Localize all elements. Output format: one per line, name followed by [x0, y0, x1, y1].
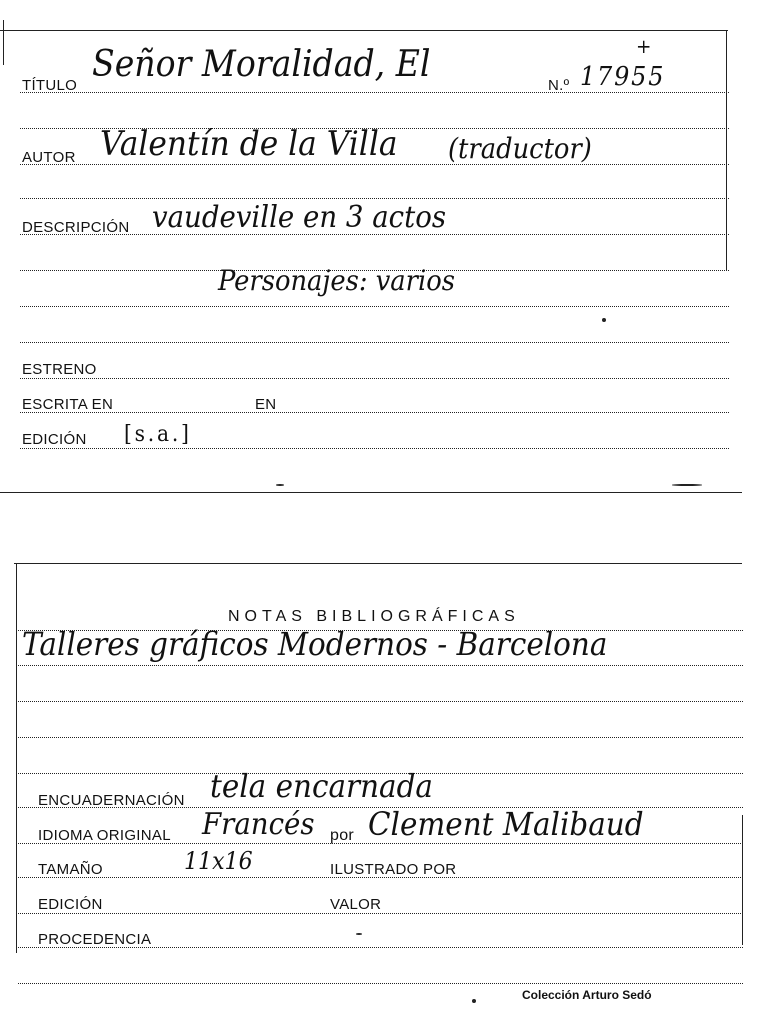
- encuadernacion-value: tela encarnada: [210, 767, 433, 805]
- ilustrado-por-label: ILUSTRADO POR: [330, 861, 457, 878]
- encuadernacion-label: ENCUADERNACIÓN: [38, 792, 185, 809]
- ink-speck: [602, 318, 606, 322]
- descripcion-value: vaudeville en 3 actos: [152, 200, 447, 235]
- tamano-label: TAMAÑO: [38, 861, 103, 878]
- edicion-label: EDICIÓN: [22, 431, 87, 448]
- procedencia-label: PROCEDENCIA: [38, 931, 152, 948]
- idioma-original-label: IDIOMA ORIGINAL: [38, 827, 171, 844]
- valor-label: VALOR: [330, 896, 382, 913]
- titulo-label: TÍTULO: [22, 77, 78, 94]
- rule-notas-2: [18, 665, 743, 666]
- traductor-original-value: Clement Malibaud: [368, 805, 644, 843]
- top-card-bottom-border: [0, 492, 742, 493]
- top-catalog-card: [0, 0, 759, 495]
- ink-speck: [276, 484, 284, 486]
- edicion-value: [s.a.]: [124, 422, 192, 447]
- por-label: por: [330, 827, 355, 844]
- autor-note: (traductor): [448, 132, 592, 165]
- escrita-en-label: ESCRITA EN: [22, 396, 114, 413]
- ink-speck: [672, 484, 702, 486]
- autor-value: Valentín de la Villa: [100, 124, 398, 164]
- numero-label: N.º: [548, 77, 570, 94]
- notas-heading: NOTAS BIBLIOGRÁFICAS: [228, 608, 520, 625]
- rule-autor: [20, 164, 729, 165]
- numero-mark: +: [636, 34, 652, 58]
- autor-label: AUTOR: [22, 149, 76, 166]
- bottom-catalog-card: [0, 555, 759, 1028]
- bottom-card-right-edge: [742, 815, 743, 945]
- titulo-value: Señor Moralidad, El: [92, 44, 431, 85]
- rule-personajes: [20, 306, 729, 307]
- bottom-card-top-border: [14, 563, 742, 564]
- rule-edicion-2: [18, 913, 743, 914]
- top-card-top-border: [0, 30, 728, 31]
- notas-value: Talleres gráficos Modernos - Barcelona: [22, 625, 608, 663]
- rule-estreno: [20, 378, 729, 379]
- en-label: EN: [255, 396, 277, 413]
- collection-footer: Colección Arturo Sedó: [522, 988, 652, 1002]
- top-card-left-edge: [3, 20, 4, 65]
- ink-speck: [356, 933, 362, 935]
- rule-titulo: [20, 92, 729, 93]
- bottom-card-left-border: [16, 563, 17, 953]
- numero-value: 17955: [580, 62, 666, 92]
- rule-blank-4: [20, 342, 729, 343]
- idioma-original-value: Francés: [202, 807, 315, 842]
- rule-notas-3: [18, 701, 743, 702]
- rule-edicion: [20, 448, 729, 449]
- tamano-value: 11x16: [184, 847, 253, 875]
- edicion-2-label: EDICIÓN: [38, 896, 103, 913]
- ink-speck: [472, 999, 476, 1003]
- rule-bottom: [18, 983, 743, 984]
- personajes-value: Personajes: varios: [218, 264, 455, 297]
- rule-blank-2: [20, 198, 729, 199]
- rule-escrita: [20, 412, 729, 413]
- estreno-label: ESTRENO: [22, 361, 97, 378]
- rule-notas-4: [18, 737, 743, 738]
- descripcion-label: DESCRIPCIÓN: [22, 219, 130, 236]
